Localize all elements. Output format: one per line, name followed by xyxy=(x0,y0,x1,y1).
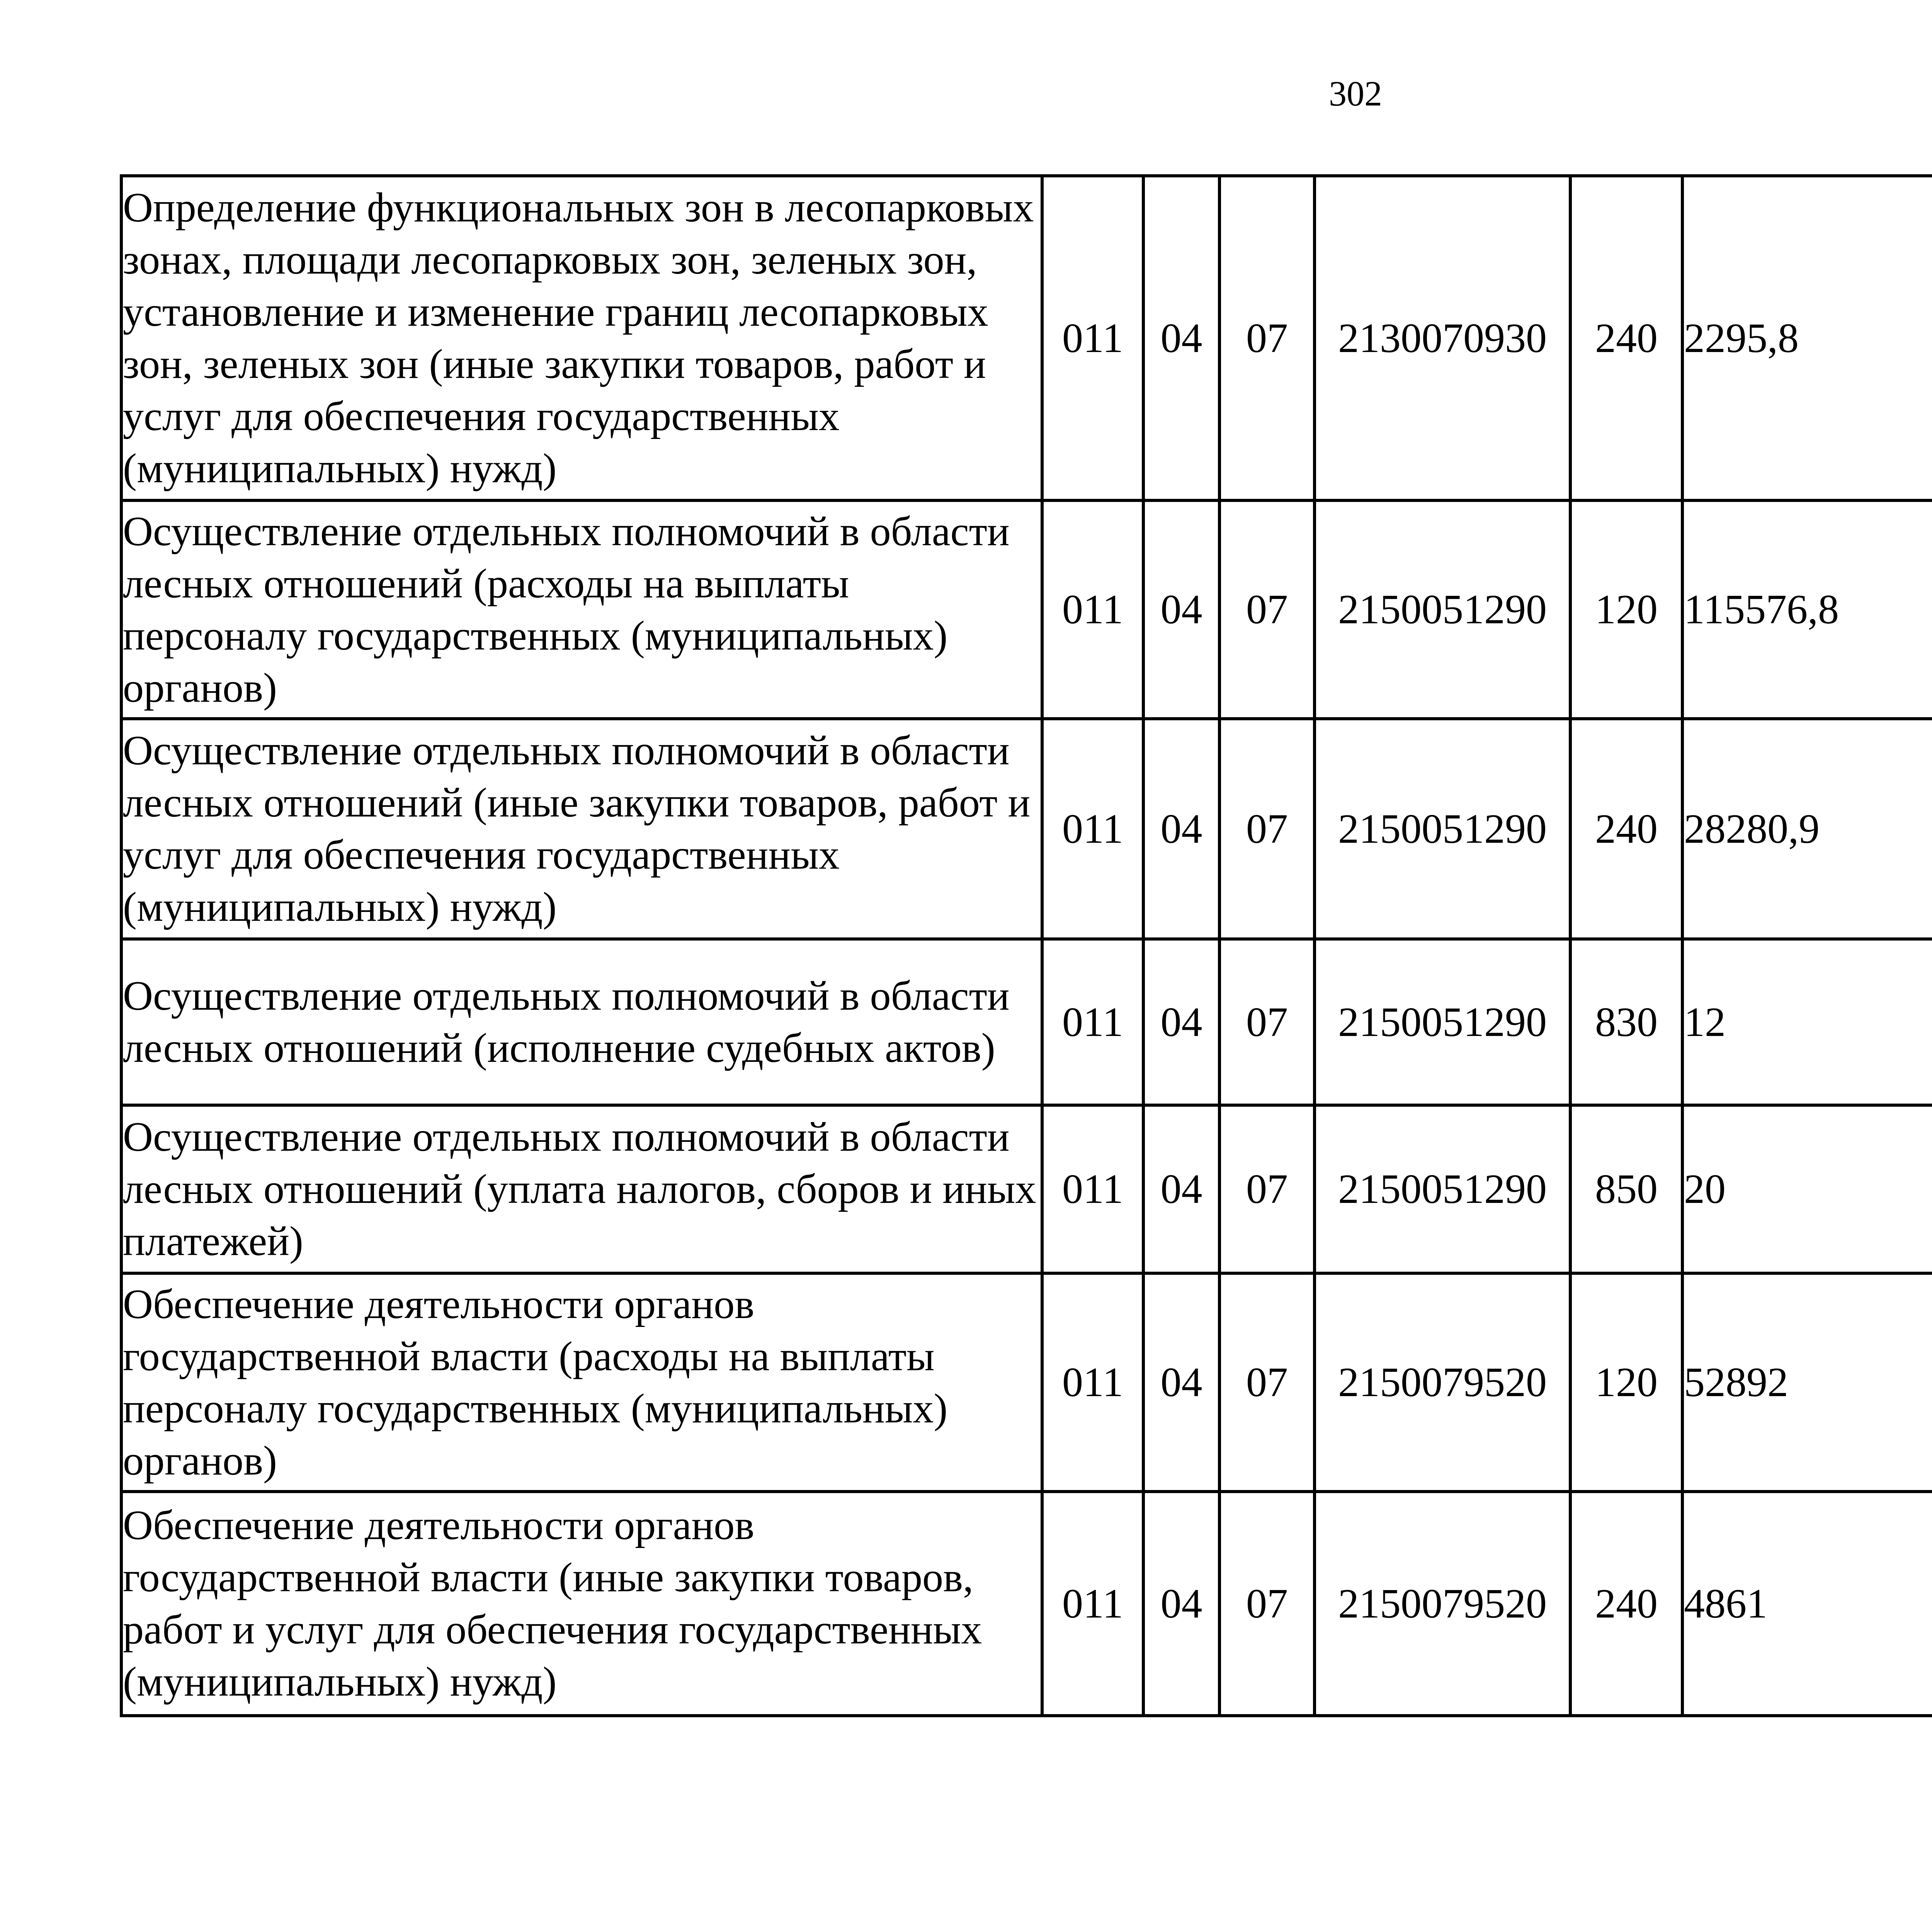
table-row xyxy=(121,719,1932,939)
ministry-code: 011 xyxy=(1042,500,1143,719)
section-code: 04 xyxy=(1143,1105,1219,1273)
ministry-code: 011 xyxy=(1042,939,1143,1105)
table-row xyxy=(121,176,1932,500)
target-article-code: 2150051290 xyxy=(1315,939,1570,1105)
table-row xyxy=(121,1105,1932,1273)
section-code: 04 xyxy=(1143,939,1219,1105)
expense-description: Определение функциональных зон в лесопарковых зонах, площади лесопарковых зон, зеленых зон, установление и изменение границ лесопарковых зон, зеленых зон (иные закупки товаров, работ и услуг для обеспечения государственных (муниципальных) нужд) xyxy=(121,176,1042,500)
section-code: 04 xyxy=(1143,1273,1219,1492)
subsection-code: 07 xyxy=(1219,500,1315,719)
section-code: 04 xyxy=(1143,719,1219,939)
table-row xyxy=(121,1273,1932,1492)
expense-type-code: 830 xyxy=(1570,939,1682,1105)
sum-first-column: 115576,8 xyxy=(1682,500,1932,719)
ministry-code: 011 xyxy=(1042,1105,1143,1273)
expense-description: Осуществление отдельных полномочий в области лесных отношений (иные закупки товаров, работ и услуг для обеспечения государственных (муниципальных) нужд) xyxy=(121,719,1042,939)
subsection-code: 07 xyxy=(1219,1273,1315,1492)
expense-type-code: 240 xyxy=(1570,719,1682,939)
sum-first-column: 28280,9 xyxy=(1682,719,1932,939)
sum-first-column: 12 xyxy=(1682,939,1932,1105)
subsection-code: 07 xyxy=(1219,939,1315,1105)
ministry-code: 011 xyxy=(1042,176,1143,500)
target-article-code: 2150051290 xyxy=(1315,1105,1570,1273)
expense-description: Осуществление отдельных полномочий в области лесных отношений (расходы на выплаты персоналу государственных (муниципальных) органов) xyxy=(121,500,1042,719)
ministry-code: 011 xyxy=(1042,719,1143,939)
expense-type-code: 850 xyxy=(1570,1105,1682,1273)
sum-first-column: 4861 xyxy=(1682,1492,1932,1716)
expense-description: Обеспечение деятельности органов государственной власти (расходы на выплаты персоналу государственных (муниципальных) органов) xyxy=(121,1273,1042,1492)
expense-description: Обеспечение деятельности органов государственной власти (иные закупки товаров, работ и услуг для обеспечения государственных (муниципальных) нужд) xyxy=(121,1492,1042,1716)
expense-description: Осуществление отдельных полномочий в области лесных отношений (исполнение судебных актов) xyxy=(121,939,1042,1105)
expense-type-code: 240 xyxy=(1570,176,1682,500)
target-article-code: 2150051290 xyxy=(1315,719,1570,939)
sum-first-column: 20 xyxy=(1682,1105,1932,1273)
target-article-code: 2150051290 xyxy=(1315,500,1570,719)
sum-first-column: 2295,8 xyxy=(1682,176,1932,500)
budget-table xyxy=(120,174,1932,1717)
target-article-code: 2150079520 xyxy=(1315,1492,1570,1716)
page-number: 302 xyxy=(1329,74,1382,113)
table-row xyxy=(121,1492,1932,1716)
section-code: 04 xyxy=(1143,1492,1219,1716)
expense-type-code: 120 xyxy=(1570,500,1682,719)
ministry-code: 011 xyxy=(1042,1492,1143,1716)
target-article-code: 2150079520 xyxy=(1315,1273,1570,1492)
expense-type-code: 240 xyxy=(1570,1492,1682,1716)
subsection-code: 07 xyxy=(1219,1105,1315,1273)
subsection-code: 07 xyxy=(1219,1492,1315,1716)
ministry-code: 011 xyxy=(1042,1273,1143,1492)
sum-first-column: 52892 xyxy=(1682,1273,1932,1492)
expense-type-code: 120 xyxy=(1570,1273,1682,1492)
table-row xyxy=(121,939,1932,1105)
expense-description: Осуществление отдельных полномочий в области лесных отношений (уплата налогов, сборов и иных платежей) xyxy=(121,1105,1042,1273)
target-article-code: 2130070930 xyxy=(1315,176,1570,500)
subsection-code: 07 xyxy=(1219,719,1315,939)
section-code: 04 xyxy=(1143,500,1219,719)
table-body xyxy=(121,176,1932,1716)
subsection-code: 07 xyxy=(1219,176,1315,500)
section-code: 04 xyxy=(1143,176,1219,500)
table-row xyxy=(121,500,1932,719)
